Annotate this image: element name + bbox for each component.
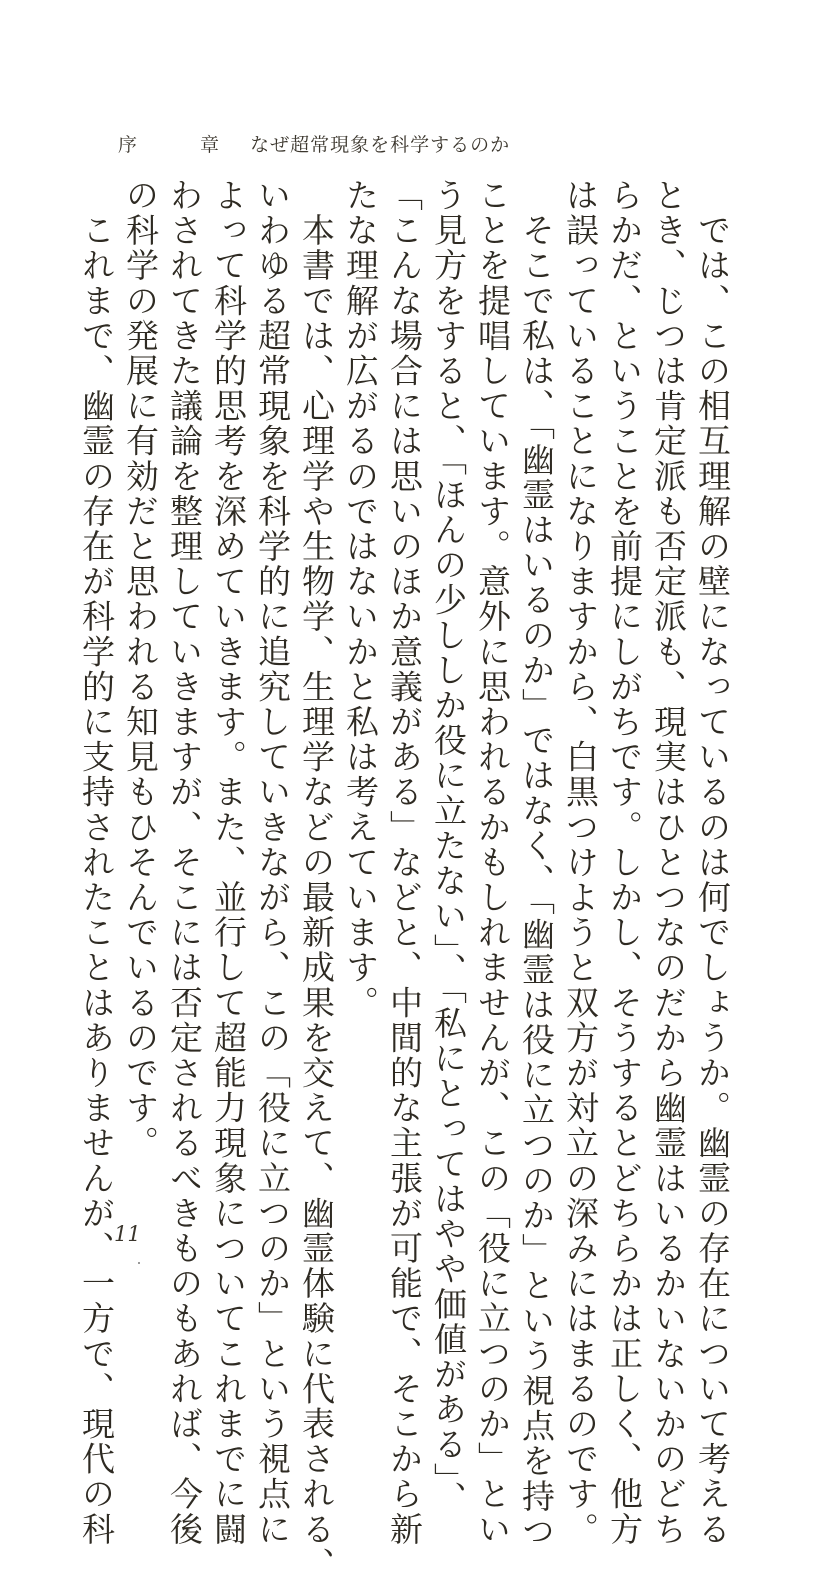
text-column: とき、じつは肯定派も否定派も、現実はひとつなのだから幽霊はいるかいないかのどち <box>649 178 688 1547</box>
vertical-text-block <box>70 178 732 1582</box>
text-column: ことを提唱しています。意外に思われるかもしれませんが、この「役に立つのか」とい <box>473 178 512 1547</box>
ink-speck <box>138 1262 140 1264</box>
text-column: は誤っていることになりますから、白黒つけようと双方が対立の深みにはまるのです。 <box>561 178 600 1547</box>
running-header <box>118 130 510 157</box>
page-number: 11 <box>114 1222 141 1246</box>
text-column: わされてきた議論を整理していきますが、そこには否定されるべきものもあれば、今後 <box>165 178 204 1547</box>
text-column: よって科学的思考を深めていきます。また、並行して超能力現象についてこれまでに闘 <box>209 178 248 1547</box>
text-column: らかだ、ということを前提にしがちです。しかし、そうするとどちらかは正しく、他方 <box>605 178 644 1547</box>
text-column: う見方をすると、「ほんの少ししか役に立たない」、「私にとってはやや価値がある」、 <box>429 178 468 1516</box>
text-column: 「こんな場合には思いのほか意義がある」などと、中間的な主張が可能で、そこから新 <box>385 178 424 1547</box>
text-column: これまで、幽霊の存在が科学的に支持されたことはありませんが、一方で、現代の科 <box>77 178 116 1547</box>
chapter-label: 序 章 <box>118 134 242 156</box>
text-column: そこで私は、「幽霊はいるのか」ではなく、「幽霊は役に立つのか」という視点を持つ <box>517 178 556 1549</box>
chapter-title: なぜ超常現象を科学するのか <box>250 134 511 156</box>
text-column: いわゆる超常現象を科学的に追究していきながら、この「役に立つのか」という視点に <box>253 178 292 1547</box>
text-column: たな理解が広がるのではないかと私は考えています。 <box>341 178 380 1021</box>
text-column: の科学の発展に有効だと思われる知見もひそんでいるのです。 <box>121 178 160 1161</box>
text-column: では、この相互理解の壁になっているのは何でしょうか。幽霊の存在について考える <box>693 178 732 1547</box>
text-column: 本書では、心理学や生物学、生理学などの最新成果を交えて、幽霊体験に代表される、 <box>297 178 336 1582</box>
